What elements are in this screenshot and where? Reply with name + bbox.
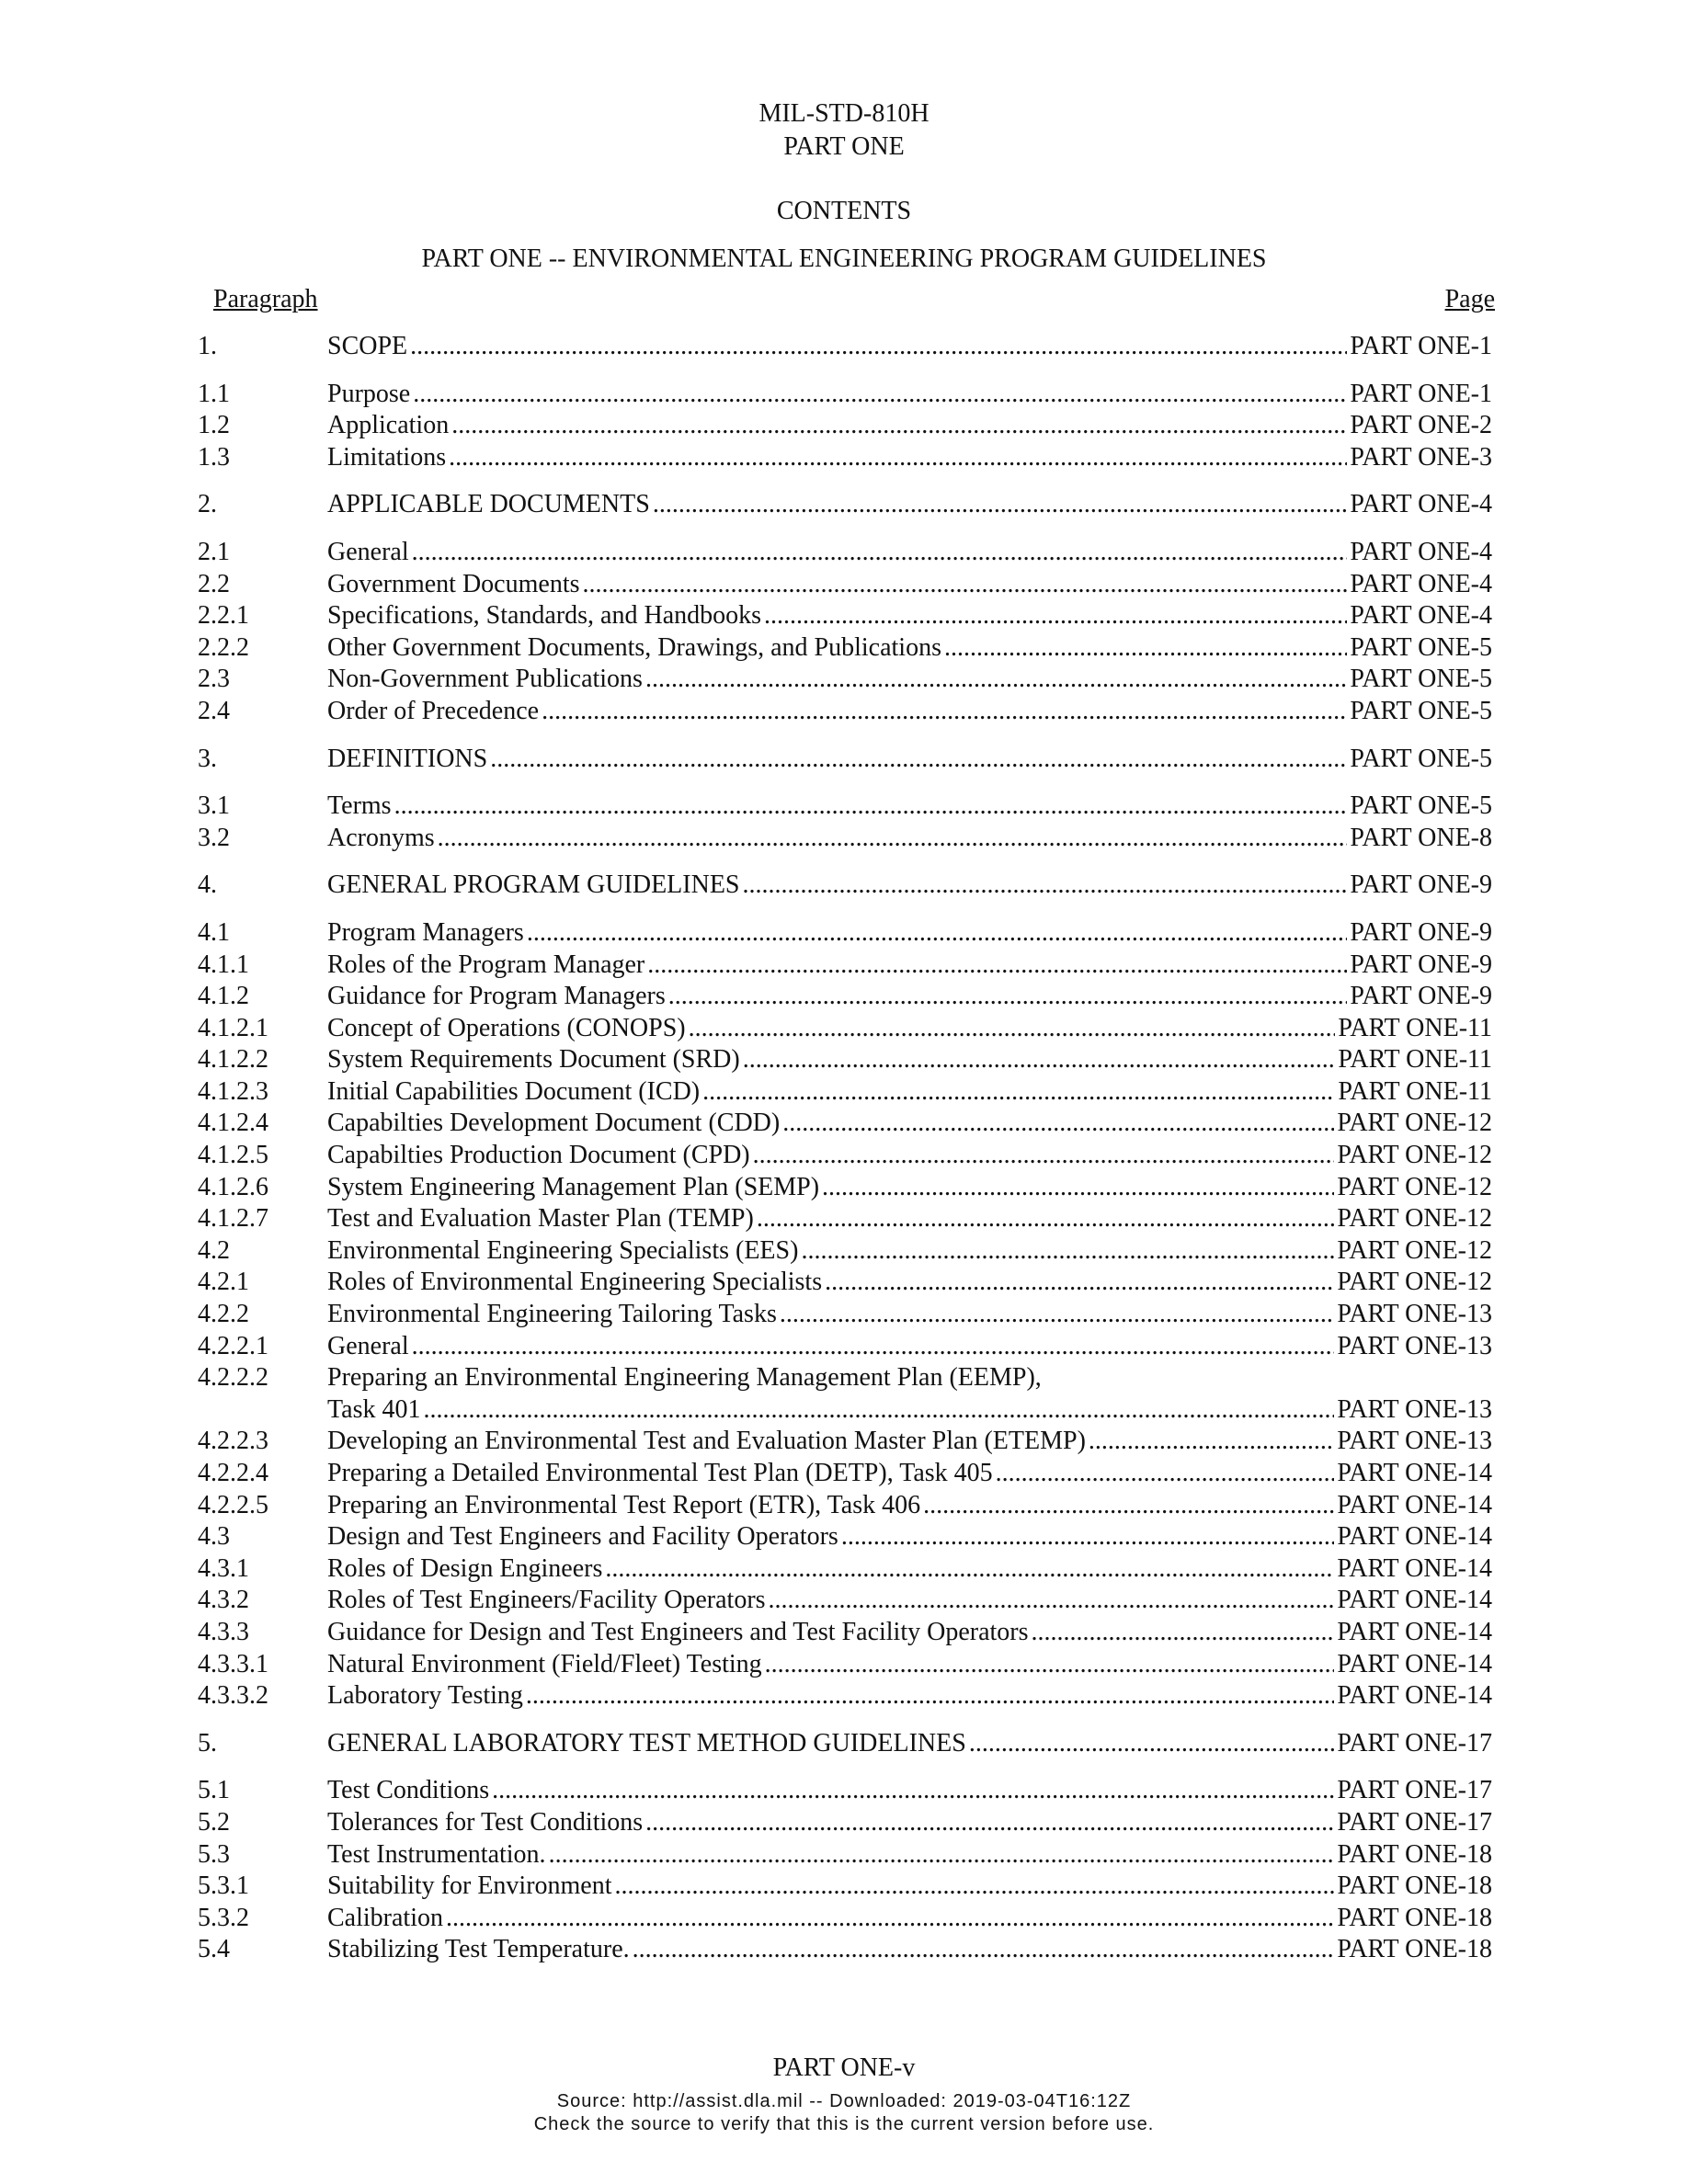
toc-entry-title: General bbox=[327, 1331, 409, 1360]
toc-entry-page: PART ONE-13 bbox=[1337, 1331, 1492, 1360]
toc-entry-number: 1.2 bbox=[198, 411, 230, 440]
toc-entry[interactable] bbox=[198, 1172, 1492, 1204]
toc-entry-page: PART ONE-18 bbox=[1337, 1903, 1492, 1932]
page-number: PART ONE-v bbox=[772, 2053, 916, 2082]
toc-entry-title: Preparing a Detailed Environmental Test Plan (DETP), Task 405 bbox=[327, 1459, 993, 1487]
toc-entry[interactable] bbox=[198, 1299, 1492, 1331]
toc-entry-page: PART ONE-18 bbox=[1337, 1935, 1492, 1964]
toc-entry-page: PART ONE-17 bbox=[1337, 1728, 1492, 1757]
toc-entry[interactable] bbox=[198, 1331, 1492, 1363]
toc-entry-number: 4.3.3.1 bbox=[198, 1649, 268, 1678]
dot-leader bbox=[490, 744, 1347, 776]
paragraph-column-header: Paragraph bbox=[213, 285, 318, 313]
toc-entry-page: PART ONE-14 bbox=[1337, 1459, 1492, 1487]
toc-entry[interactable] bbox=[198, 1680, 1492, 1712]
toc-entry-page: PART ONE-14 bbox=[1337, 1649, 1492, 1678]
toc-entry[interactable] bbox=[198, 791, 1492, 823]
toc-entry-title: GENERAL PROGRAM GUIDELINES bbox=[327, 870, 740, 900]
dot-leader bbox=[410, 331, 1347, 363]
toc-entry-title: Environmental Engineering Tailoring Tasks bbox=[327, 1300, 777, 1329]
toc-entry-page: PART ONE-5 bbox=[1350, 744, 1492, 773]
toc-entry-page: PART ONE-5 bbox=[1350, 665, 1492, 694]
toc-entry-number: 1.3 bbox=[198, 442, 230, 472]
dot-leader bbox=[743, 1044, 1336, 1076]
dot-leader bbox=[780, 1299, 1334, 1331]
toc-entry-title: DEFINITIONS bbox=[327, 744, 488, 773]
toc-entry-number: 4.2 bbox=[198, 1235, 230, 1265]
toc-entry[interactable] bbox=[198, 981, 1492, 1013]
toc-entry[interactable] bbox=[198, 442, 1492, 474]
toc-entry[interactable] bbox=[198, 1013, 1492, 1045]
toc-entry-number: 4.1.2.4 bbox=[198, 1109, 268, 1138]
toc-entry-title: System Requirements Document (SRD) bbox=[327, 1045, 740, 1075]
toc-entry-page: PART ONE-18 bbox=[1337, 1871, 1492, 1901]
toc-entry-number: 3.2 bbox=[198, 823, 230, 852]
toc-entry-number: 5. bbox=[198, 1728, 217, 1757]
toc-entry[interactable] bbox=[198, 632, 1492, 665]
toc-entry-title: Other Government Documents, Drawings, and Publications bbox=[327, 632, 941, 662]
toc-entry-title: Stabilizing Test Temperature. bbox=[327, 1935, 630, 1964]
toc-entry-number: 4.2.2.2 bbox=[198, 1363, 268, 1393]
toc-entry[interactable] bbox=[198, 1458, 1492, 1490]
toc-entry-page: PART ONE-9 bbox=[1350, 870, 1492, 900]
toc-entry-number: 2.4 bbox=[198, 696, 230, 725]
toc-entry[interactable] bbox=[198, 379, 1492, 411]
toc-entry-number: 5.2 bbox=[198, 1807, 230, 1837]
toc-entry-page: PART ONE-17 bbox=[1337, 1776, 1492, 1805]
toc-entry-number: 4.3.1 bbox=[198, 1553, 249, 1583]
toc-entry-page: PART ONE-12 bbox=[1337, 1204, 1492, 1234]
dot-leader bbox=[451, 410, 1347, 442]
document-part: PART ONE bbox=[783, 132, 905, 161]
toc-entry-title: Specifications, Standards, and Handbooks bbox=[327, 601, 762, 631]
toc-entry-page: PART ONE-12 bbox=[1337, 1268, 1492, 1297]
toc-entry-number: 5.3.1 bbox=[198, 1871, 249, 1901]
toc-entry[interactable] bbox=[198, 696, 1492, 728]
toc-entry[interactable] bbox=[198, 744, 1492, 776]
toc-entry-page: PART ONE-11 bbox=[1338, 1013, 1492, 1042]
toc-entry-title: Government Documents bbox=[327, 569, 580, 598]
toc-entry-title: Tolerances for Test Conditions bbox=[327, 1807, 644, 1837]
toc-entry-page: PART ONE-12 bbox=[1337, 1109, 1492, 1138]
toc-entry[interactable] bbox=[198, 870, 1492, 902]
toc-entry-number: 4. bbox=[198, 870, 217, 900]
toc-entry-title: General bbox=[327, 537, 409, 566]
toc-entry-number: 4.1 bbox=[198, 917, 230, 947]
dot-leader bbox=[923, 1490, 1334, 1522]
dot-leader bbox=[542, 696, 1347, 728]
toc-entry-title: Capabilties Development Document (CDD) bbox=[327, 1109, 781, 1138]
toc-entry[interactable] bbox=[198, 410, 1492, 442]
toc-entry-number: 2.3 bbox=[198, 665, 230, 694]
toc-entry[interactable] bbox=[198, 1807, 1492, 1839]
toc-entry-title: Terms bbox=[327, 791, 392, 821]
page-column-header: Page bbox=[1444, 285, 1495, 313]
toc-entry[interactable] bbox=[198, 537, 1492, 569]
document-id: MIL-STD-810H bbox=[758, 99, 930, 128]
toc-entry-page: PART ONE-1 bbox=[1350, 332, 1492, 360]
toc-entry[interactable] bbox=[198, 1934, 1492, 1966]
toc-entry-number: 2. bbox=[198, 490, 217, 519]
dot-leader bbox=[668, 981, 1348, 1013]
toc-entry-number: 5.4 bbox=[198, 1935, 230, 1964]
dot-leader bbox=[822, 1172, 1334, 1204]
toc-entry-number: 4.2.2.4 bbox=[198, 1459, 268, 1487]
dot-leader bbox=[753, 1140, 1335, 1172]
dot-leader bbox=[394, 791, 1348, 823]
toc-entry[interactable] bbox=[198, 1585, 1492, 1617]
toc-entry-title: GENERAL LABORATORY TEST METHOD GUIDELINES bbox=[327, 1728, 966, 1757]
dot-leader bbox=[438, 823, 1348, 855]
toc-entry-number: 4.2.1 bbox=[198, 1268, 249, 1297]
toc-entry-page: PART ONE-4 bbox=[1350, 490, 1492, 519]
dot-leader bbox=[492, 1775, 1334, 1807]
dot-leader bbox=[769, 1585, 1335, 1617]
dot-leader bbox=[423, 1394, 1334, 1427]
toc-entry-number: 4.2.2.1 bbox=[198, 1331, 268, 1360]
toc-entry-title: Roles of Environmental Engineering Specialists bbox=[327, 1268, 823, 1297]
toc-entry[interactable] bbox=[198, 823, 1492, 855]
toc-entry-title: Roles of Test Engineers/Facility Operators bbox=[327, 1586, 766, 1615]
toc-entry-page: PART ONE-4 bbox=[1350, 537, 1492, 566]
toc-entry-number: 2.2 bbox=[198, 569, 230, 598]
notice-line: Check the source to verify that this is the current version before use. bbox=[533, 2114, 1155, 2134]
toc-entry-number: 5.3 bbox=[198, 1839, 230, 1869]
dot-leader bbox=[549, 1839, 1335, 1871]
toc-entry[interactable] bbox=[198, 950, 1492, 982]
toc-entry-number: 4.3.3 bbox=[198, 1617, 249, 1646]
toc-entry-page: PART ONE-14 bbox=[1337, 1586, 1492, 1615]
toc-entry[interactable] bbox=[198, 1521, 1492, 1553]
toc-entry-page: PART ONE-13 bbox=[1337, 1300, 1492, 1329]
toc-entry-number: 1. bbox=[198, 332, 217, 360]
contents-title: CONTENTS bbox=[776, 197, 912, 225]
dot-leader bbox=[526, 1680, 1334, 1712]
toc-entry-title: System Engineering Management Plan (SEMP) bbox=[327, 1172, 820, 1201]
toc-entry-title: Concept of Operations (CONOPS) bbox=[327, 1013, 686, 1042]
toc-entry[interactable] bbox=[198, 600, 1492, 632]
toc-entry-title: Order of Precedence bbox=[327, 696, 540, 725]
dot-leader bbox=[615, 1871, 1335, 1903]
toc-entry[interactable] bbox=[198, 1044, 1492, 1076]
toc-entry[interactable] bbox=[198, 1490, 1492, 1522]
dot-leader bbox=[782, 1108, 1334, 1140]
table-of-contents bbox=[198, 331, 1492, 1966]
toc-entry-number: 4.3.3.2 bbox=[198, 1681, 268, 1711]
toc-entry-title: Program Managers bbox=[327, 917, 524, 947]
toc-entry-title: Purpose bbox=[327, 379, 411, 408]
dot-leader bbox=[645, 1807, 1334, 1839]
toc-entry-title: SCOPE bbox=[327, 332, 408, 360]
toc-entry[interactable] bbox=[198, 917, 1492, 950]
dot-leader bbox=[527, 917, 1347, 950]
toc-entry-title: Non-Government Publications bbox=[327, 665, 643, 694]
toc-entry-number: 4.2.2 bbox=[198, 1300, 249, 1329]
dot-leader bbox=[825, 1267, 1334, 1299]
toc-entry-page: PART ONE-14 bbox=[1337, 1522, 1492, 1552]
toc-entry-page: PART ONE-9 bbox=[1350, 950, 1492, 979]
toc-entry-number: 4.2.2.3 bbox=[198, 1427, 268, 1456]
toc-entry-title: APPLICABLE DOCUMENTS bbox=[327, 490, 650, 519]
toc-entry-title: Initial Capabilities Document (ICD) bbox=[327, 1076, 701, 1106]
dot-leader bbox=[412, 537, 1348, 569]
dot-leader bbox=[841, 1521, 1334, 1553]
dot-leader bbox=[449, 442, 1347, 474]
toc-entry-number: 4.1.2.3 bbox=[198, 1076, 268, 1106]
toc-entry[interactable] bbox=[198, 664, 1492, 696]
toc-entry[interactable] bbox=[198, 1362, 1492, 1394]
document-header bbox=[0, 97, 1688, 164]
toc-entry-page: PART ONE-11 bbox=[1338, 1045, 1492, 1075]
toc-entry[interactable] bbox=[198, 1108, 1492, 1140]
toc-entry-page: PART ONE-4 bbox=[1350, 569, 1492, 598]
toc-entry[interactable] bbox=[198, 1235, 1492, 1268]
toc-entry-number: 3.1 bbox=[198, 791, 230, 821]
toc-entry-page: PART ONE-5 bbox=[1350, 696, 1492, 725]
toc-entry[interactable] bbox=[198, 1617, 1492, 1649]
toc-entry-number: 4.1.2.2 bbox=[198, 1045, 268, 1075]
toc-entry-number: 2.2.2 bbox=[198, 632, 249, 662]
toc-entry-title-continuation: Task 401 bbox=[327, 1394, 421, 1424]
toc-entry-page: PART ONE-2 bbox=[1350, 411, 1492, 440]
toc-entry-page: PART ONE-11 bbox=[1338, 1076, 1492, 1106]
toc-entry-title: Guidance for Program Managers bbox=[327, 982, 666, 1011]
toc-entry-number: 4.1.2.7 bbox=[198, 1204, 268, 1234]
dot-leader bbox=[413, 379, 1347, 411]
toc-entry-number: 4.1.2.5 bbox=[198, 1141, 268, 1170]
toc-entry-title: Test Conditions bbox=[327, 1776, 490, 1805]
toc-entry-number: 2.2.1 bbox=[198, 601, 249, 631]
toc-entry-title: Environmental Engineering Specialists (EES) bbox=[327, 1235, 799, 1265]
toc-entry-number: 4.1.2.1 bbox=[198, 1013, 268, 1042]
dot-leader bbox=[801, 1235, 1334, 1268]
toc-entry[interactable] bbox=[198, 1775, 1492, 1807]
toc-entry-number: 2.1 bbox=[198, 537, 230, 566]
toc-entry-page: PART ONE-8 bbox=[1350, 823, 1492, 852]
toc-entry-number: 4.3.2 bbox=[198, 1586, 249, 1615]
toc-entry[interactable] bbox=[198, 1839, 1492, 1871]
toc-entry-title: Guidance for Design and Test Engineers and Test Facility Operators bbox=[327, 1617, 1029, 1646]
dot-leader bbox=[446, 1903, 1334, 1935]
toc-entry-title: Natural Environment (Field/Fleet) Testing bbox=[327, 1649, 762, 1678]
toc-entry-title: Calibration bbox=[327, 1903, 443, 1932]
toc-entry-title: Laboratory Testing bbox=[327, 1681, 523, 1711]
toc-entry[interactable] bbox=[198, 1903, 1492, 1935]
toc-entry-number: 3. bbox=[198, 744, 217, 773]
toc-entry-title: Limitations bbox=[327, 442, 447, 472]
toc-entry-page: PART ONE-12 bbox=[1337, 1141, 1492, 1170]
toc-entry-page: PART ONE-14 bbox=[1337, 1490, 1492, 1519]
toc-entry-page: PART ONE-9 bbox=[1350, 917, 1492, 947]
source-notice bbox=[0, 2090, 1688, 2136]
dot-leader bbox=[944, 632, 1347, 665]
dot-leader bbox=[764, 600, 1347, 632]
toc-entry-page: PART ONE-14 bbox=[1337, 1553, 1492, 1583]
toc-entry-page: PART ONE-17 bbox=[1337, 1807, 1492, 1837]
toc-entry-title: Acronyms bbox=[327, 823, 435, 852]
toc-entry-page: PART ONE-5 bbox=[1350, 632, 1492, 662]
toc-entry-page: PART ONE-13 bbox=[1337, 1394, 1492, 1424]
toc-entry-number: 4.1.1 bbox=[198, 950, 249, 979]
dot-leader bbox=[757, 1203, 1334, 1235]
toc-entry[interactable] bbox=[198, 1553, 1492, 1586]
toc-entry[interactable] bbox=[198, 1649, 1492, 1681]
dot-leader bbox=[969, 1728, 1335, 1760]
toc-entry-page: PART ONE-9 bbox=[1350, 982, 1492, 1011]
toc-entry-page: PART ONE-4 bbox=[1350, 601, 1492, 631]
toc-entry-title: Suitability for Environment bbox=[327, 1871, 612, 1901]
toc-entry-page: PART ONE-5 bbox=[1350, 791, 1492, 821]
toc-entry-page: PART ONE-13 bbox=[1337, 1427, 1492, 1456]
toc-entry[interactable] bbox=[198, 1140, 1492, 1172]
toc-entry-title: Roles of Design Engineers bbox=[327, 1553, 603, 1583]
toc-entry-number: 4.2.2.5 bbox=[198, 1490, 268, 1519]
toc-entry[interactable] bbox=[198, 569, 1492, 601]
toc-entry-title: Test Instrumentation. bbox=[327, 1839, 546, 1869]
toc-entry-page: PART ONE-14 bbox=[1337, 1617, 1492, 1646]
toc-entry-number: 1.1 bbox=[198, 379, 230, 408]
dot-leader bbox=[653, 489, 1348, 521]
toc-entry[interactable] bbox=[198, 331, 1492, 363]
toc-entry-page: PART ONE-12 bbox=[1337, 1235, 1492, 1265]
dot-leader bbox=[743, 870, 1348, 902]
dot-leader bbox=[702, 1076, 1335, 1109]
dot-leader bbox=[645, 664, 1347, 696]
toc-entry-title: Roles of the Program Manager bbox=[327, 950, 645, 979]
toc-entry-title: Preparing an Environmental Test Report (ETR), Task 406 bbox=[327, 1490, 921, 1519]
toc-entry-number: 4.1.2 bbox=[198, 982, 249, 1011]
dot-leader bbox=[996, 1458, 1335, 1490]
toc-entry[interactable] bbox=[198, 1203, 1492, 1235]
toc-entry[interactable] bbox=[198, 1426, 1492, 1458]
toc-entry[interactable] bbox=[198, 1871, 1492, 1903]
toc-entry-number: 5.1 bbox=[198, 1776, 230, 1805]
toc-entry-number: 5.3.2 bbox=[198, 1903, 249, 1932]
toc-entry-page: PART ONE-1 bbox=[1350, 379, 1492, 408]
dot-leader bbox=[765, 1649, 1335, 1681]
dot-leader bbox=[1089, 1426, 1334, 1458]
part-title: PART ONE -- ENVIRONMENTAL ENGINEERING PROGRAM GUIDELINES bbox=[421, 245, 1267, 273]
dot-leader bbox=[1032, 1617, 1335, 1649]
toc-entry[interactable] bbox=[198, 1076, 1492, 1109]
toc-entry[interactable] bbox=[198, 489, 1492, 521]
dot-leader bbox=[605, 1553, 1334, 1586]
source-line: Source: http://assist.dla.mil -- Downloaded: 2019-03-04T16:12Z bbox=[556, 2091, 1132, 2111]
toc-entry-title: Preparing an Environmental Engineering Management Plan (EEMP), bbox=[327, 1363, 1042, 1393]
dot-leader bbox=[689, 1013, 1336, 1045]
toc-entry-page: PART ONE-3 bbox=[1350, 442, 1492, 472]
toc-entry-page: PART ONE-18 bbox=[1337, 1839, 1492, 1869]
toc-entry[interactable] bbox=[198, 1267, 1492, 1299]
dot-leader bbox=[633, 1934, 1335, 1966]
toc-entry-title: Application bbox=[327, 411, 450, 440]
toc-entry-title: Capabilties Production Document (CPD) bbox=[327, 1141, 750, 1170]
toc-entry-title: Design and Test Engineers and Facility Operators bbox=[327, 1522, 838, 1552]
toc-entry-page: PART ONE-12 bbox=[1337, 1172, 1492, 1201]
dot-leader bbox=[647, 950, 1347, 982]
dot-leader bbox=[412, 1331, 1335, 1363]
toc-entry[interactable] bbox=[198, 1728, 1492, 1760]
toc-entry-page: PART ONE-14 bbox=[1337, 1681, 1492, 1711]
toc-entry-number: 4.1.2.6 bbox=[198, 1172, 268, 1201]
toc-entry-continuation[interactable] bbox=[198, 1394, 1492, 1427]
toc-entry-title: Test and Evaluation Master Plan (TEMP) bbox=[327, 1204, 754, 1234]
toc-entry-number: 4.3 bbox=[198, 1522, 230, 1552]
dot-leader bbox=[583, 569, 1348, 601]
toc-entry-title: Developing an Environmental Test and Evaluation Master Plan (ETEMP) bbox=[327, 1427, 1086, 1456]
